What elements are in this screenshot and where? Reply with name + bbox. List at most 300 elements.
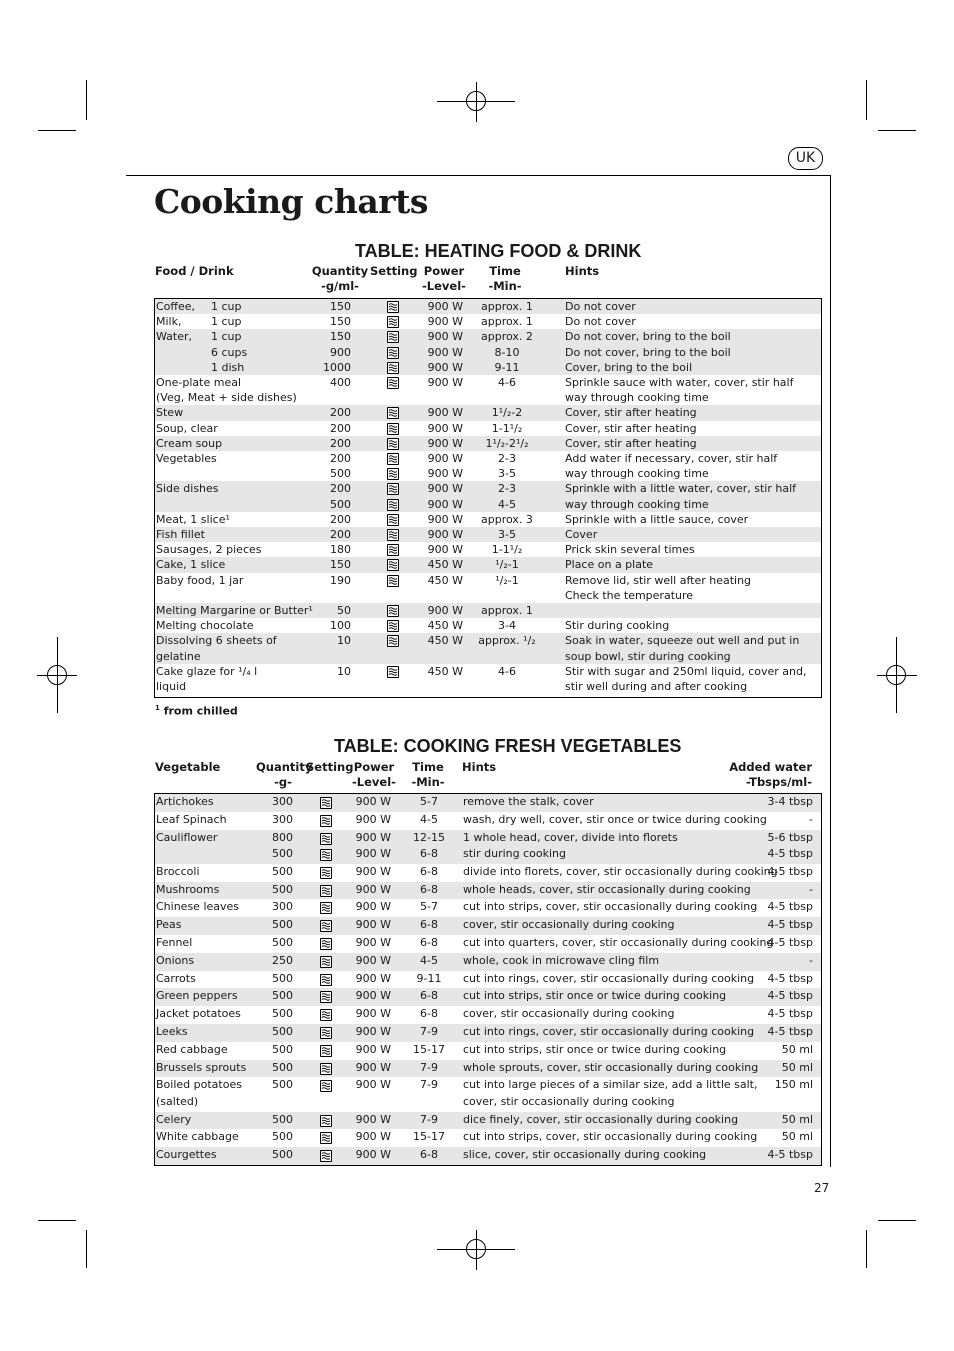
table-row [155,971,821,989]
hint-text: Cover, bring to the boil [565,360,693,374]
table-row [155,1147,821,1165]
page-frame-right [830,175,831,1167]
hint-text: divide into florets, cover, stir occasionally during cooking [463,864,778,878]
microwave-setting-icon [387,407,399,419]
table-row [155,1077,821,1111]
food-name: Melting Margarine or Butter¹ [156,604,313,617]
quantity-value: 500 [272,989,293,1003]
quantity-value: 200 [330,421,351,435]
power-value: 450 W [427,634,463,648]
added-water-value: 4-5 tbsp [767,1148,813,1162]
hint-text: Cover, stir after heating [565,436,697,450]
microwave-setting-icon [320,974,332,986]
microwave-setting-icon [320,833,332,845]
microwave-setting-icon [320,1009,332,1021]
time-value: approx. 1 [481,604,533,617]
quantity-value: 200 [330,436,351,450]
header-setting: Setting [306,760,354,774]
added-water-value: 4-5 tbsp [767,1007,813,1021]
table-row [155,512,821,527]
hint-text: dice finely, cover, stir occasionally during cooking [463,1112,739,1126]
crop-mark [86,80,87,120]
microwave-setting-icon [320,938,332,950]
quantity-value: 800 500 [272,830,293,860]
time-value: approx. 2 [481,330,533,344]
table-row [155,633,821,663]
quantity-value: 150 [330,300,351,313]
hint-text: cut into quarters, cover, stir occasionally during cooking [463,936,774,949]
power-value: 900 W [355,795,391,808]
registration-mark [47,665,67,685]
food-name: Sausages, 2 pieces [156,543,262,557]
table-row [155,375,821,405]
time-value: 3-5 [498,528,516,541]
food-name: Milk, [156,315,182,329]
food-name: Baby food, 1 jar [156,573,244,587]
power-value: 900 W [427,315,463,329]
time-value: 6-8 [420,936,438,949]
table-row [155,917,821,935]
added-water-value: 50 ml [781,1130,813,1144]
page-title: Cooking charts [154,182,428,221]
time-value: 6-8 [420,918,438,932]
added-water-value: 4-5 tbsp [767,864,813,878]
vegetable-name: Jacket potatoes [156,1007,241,1021]
microwave-setting-icon [387,377,399,389]
vegetable-name: Green peppers [156,989,238,1003]
food-name: Cream soup [156,436,223,450]
power-value: 900 W 900 W [427,452,463,481]
time-value: 4-5 [420,812,438,826]
food-name: Coffee, [156,300,196,313]
power-value: 900 W [427,345,463,359]
food-name: Cake, 1 slice [156,558,226,572]
registration-mark [466,1239,486,1259]
time-value: 5-7 [420,900,438,914]
time-value: 1¹/₂-2¹/₂ [485,436,529,450]
crop-mark [866,1230,867,1268]
power-value: 900 W [355,900,391,914]
vegetable-name: Leaf Spinach [156,812,227,826]
hint-text: cover, stir occasionally during cooking [463,1007,675,1021]
added-water-value: 4-5 tbsp [767,971,813,985]
footnote-text: from chilled [163,704,238,718]
table-row [155,794,821,812]
hint-text: cover, stir occasionally during cooking [463,918,675,932]
microwave-setting-icon [320,920,332,932]
vegetable-name: Red cabbage [156,1042,228,1056]
table-row [155,988,821,1006]
footnote [155,704,238,718]
quantity-value: 200 [330,512,351,526]
table-row [155,329,821,344]
microwave-setting-icon [320,815,332,827]
time-value: 7-9 [420,1025,438,1038]
quantity-value: 250 [272,953,293,967]
header-time: Time -Min- [488,264,522,293]
hint-text: cut into strips, cover, stir occasionally during cooking [463,1130,758,1144]
power-value: 900 W [355,1148,391,1162]
table-row [155,953,821,971]
hint-text: Remove lid, stir well after heating Check the temperature [565,573,752,602]
table-row [155,314,821,329]
time-value: 4-5 [420,953,438,967]
added-water-value: 50 ml [781,1042,813,1056]
hint-text: cut into large pieces of a similar size, add a little salt, cover, stir occasionally during cooking [463,1078,758,1108]
header-power: Power -Level- [422,264,466,293]
hint-text: Soak in water, squeeze out well and put in soup bowl, stir during cooking [565,634,800,663]
time-value: 2-3 4-5 [498,482,516,511]
table-row [155,421,821,436]
power-value: 900 W [355,1007,391,1021]
food-name: Stew [156,406,184,420]
power-value: 900 W [427,528,463,541]
heating-table [154,298,822,698]
footnote-mark: 1 [155,704,160,712]
added-water-value: 4-5 tbsp [767,989,813,1003]
hint-text: Stir with sugar and 250ml liquid, cover and, stir well during and after cooking [565,664,807,693]
microwave-setting-icon [320,1063,332,1075]
hint-text: Cover, stir after heating [565,406,697,420]
added-water-value: 5-6 tbsp 4-5 tbsp [767,830,813,860]
hint-text: cut into rings, cover, stir occasionally during cooking [463,1025,755,1038]
quantity-value: 300 [272,812,293,826]
power-value: 900 W [355,1042,391,1056]
food-name: Melting chocolate [156,619,254,633]
microwave-setting-icon [387,362,399,374]
food-name: Vegetables [156,452,217,465]
microwave-setting-icon [387,575,399,587]
quantity-value: 200 500 [330,452,351,481]
power-value: 900 W [355,918,391,932]
microwave-setting-icon [320,902,332,914]
food-name: Side dishes [156,482,219,496]
food-name: One-plate meal (Veg, Meat + side dishes) [156,376,297,405]
table-row [155,360,821,375]
hint-text: Sprinkle with a little sauce, cover [565,512,749,526]
quantity-value: 50 [337,604,351,617]
power-value: 900 W [355,936,391,949]
added-water-value: - [809,953,813,967]
quantity-value: 400 [330,376,351,389]
time-value: 15-17 [413,1042,445,1056]
vegetable-name: Carrots [156,971,196,985]
quantity-value: 500 [272,1112,293,1126]
quantity-value: 500 [272,918,293,932]
time-value: ¹/₂-1 [495,558,519,572]
quantity-value: 500 [272,864,293,878]
microwave-setting-icon [387,529,399,541]
power-value: 900 W [427,300,463,313]
power-value: 450 W [427,664,463,678]
table-row [155,882,821,900]
time-value: 7-9 [420,1112,438,1126]
hint-text: Sprinkle sauce with water, cover, stir half way through cooking time [565,376,794,405]
time-value: 6-8 [420,1148,438,1162]
power-value: 450 W [427,573,463,587]
power-value: 900 W [355,1130,391,1144]
time-value: approx. 3 [481,512,533,526]
crop-mark [86,1230,87,1268]
added-water-value: - [809,882,813,896]
table-row [155,345,821,360]
food-portion: 1 cup [211,315,242,329]
table-row [155,1129,821,1147]
microwave-setting-icon [320,956,332,968]
hint-text: whole, cook in microwave cling film [463,953,660,967]
microwave-setting-icon [320,1045,332,1057]
time-value: 9-11 [416,971,442,985]
time-value: 4-6 [498,376,516,389]
food-name: Water, [156,330,193,344]
time-value: 3-4 [498,619,516,633]
added-water-value: 150 ml [774,1078,813,1092]
microwave-setting-icon [387,514,399,526]
microwave-setting-icon [320,849,332,861]
microwave-setting-icon [320,797,332,809]
power-value: 900 W [355,971,391,985]
quantity-value: 500 [272,936,293,949]
hint-text: Cover [565,528,598,541]
added-water-value: 50 ml [781,1112,813,1126]
hint-text: whole sprouts, cover, stir occasionally during cooking [463,1060,759,1074]
microwave-setting-icon [320,1080,332,1092]
time-value: 6-8 [420,1007,438,1021]
vegetable-name: Mushrooms [156,882,220,896]
quantity-value: 500 [272,1025,293,1038]
power-value: 900 W [355,989,391,1003]
hint-text: Sprinkle with a little water, cover, stir half way through cooking time [565,482,796,511]
food-portion: 1 cup [211,300,242,313]
food-portion: 1 cup [211,330,242,344]
vegetable-name: Fennel [156,936,193,949]
header-hints: Hints [462,760,497,774]
microwave-setting-icon [320,991,332,1003]
time-value: 8-10 [494,345,520,359]
table-row [155,527,821,542]
hint-text: cut into strips, stir once or twice during cooking [463,1042,727,1056]
power-value: 900 W [427,360,463,374]
quantity-value: 900 [330,345,351,359]
time-value: 1¹/₂-2 [491,406,523,420]
power-value: 900 W [427,436,463,450]
vegetables-table [154,793,822,1166]
quantity-value: 200 [330,528,351,541]
header-power: Power -Level- [352,760,396,789]
food-name: Cake glaze for ¹/₄ l liquid [156,664,258,693]
food-portion: 1 dish [211,360,245,374]
vegetable-name: White cabbage [156,1130,239,1144]
power-value: 900 W [355,882,391,896]
vegetable-name: Artichokes [156,795,214,808]
time-value: approx. 1 [481,300,533,313]
food-portion: 6 cups [211,345,248,359]
microwave-setting-icon [387,544,399,556]
table-row [155,1060,821,1078]
hint-text: Place on a plate [565,558,654,572]
microwave-setting-icon [387,620,399,632]
quantity-value: 10 [337,664,351,678]
power-value: 900 W [427,421,463,435]
quantity-value: 1000 [323,360,351,374]
hint-text: Do not cover [565,315,636,329]
power-value: 900 W [355,864,391,878]
time-value: 6-8 [420,864,438,878]
added-water-value: 3-4 tbsp [767,795,813,808]
quantity-value: 190 [330,573,351,587]
food-name: Soup, clear [156,421,218,435]
quantity-value: 200 [330,406,351,420]
table-row [155,405,821,420]
quantity-value: 500 [272,1060,293,1074]
table-row [155,451,821,481]
added-water-value: 4-5 tbsp [767,918,813,932]
time-value: 9-11 [494,360,520,374]
microwave-setting-icon [387,331,399,343]
crop-mark [878,130,916,131]
table-row [155,864,821,882]
quantity-value: 180 [330,543,351,557]
time-value: 1-1¹/₂ [491,543,523,557]
table-row [155,481,821,511]
hint-text: Do not cover, bring to the boil [565,345,731,359]
time-value: 15-17 [413,1130,445,1144]
power-value: 900 W 900 W [427,482,463,511]
power-value: 900 W [427,604,463,617]
table-row [155,664,821,694]
microwave-setting-icon [320,1027,332,1039]
table-row [155,830,821,864]
microwave-setting-icon [320,1115,332,1127]
food-name: Fish fillet [156,528,205,541]
vegetable-name: Brussels sprouts [156,1060,247,1074]
table-row [155,812,821,830]
quantity-value: 500 [272,1007,293,1021]
table-row [155,436,821,451]
power-value: 900 W [427,406,463,420]
quantity-value: 500 [272,1130,293,1144]
microwave-setting-icon [387,635,399,647]
table-row [155,899,821,917]
vegetable-name: Chinese leaves [156,900,240,914]
quantity-value: 10 [337,634,351,648]
table2-title: TABLE: COOKING FRESH VEGETABLES [334,736,682,756]
added-water-value: 4-5 tbsp [767,936,813,949]
crop-mark [866,80,867,120]
registration-mark [886,665,906,685]
header-added-water: Added water -Tbsps/ml- [729,760,812,789]
power-value: 900 W [355,1112,391,1126]
hint-text: slice, cover, stir occasionally during cooking [463,1148,707,1162]
added-water-value: 4-5 tbsp [767,1025,813,1038]
header-vegetable: Vegetable [155,760,221,774]
power-value: 900 W 900 W [355,830,391,860]
hint-text: whole heads, cover, stir occasionally during cooking [463,882,751,896]
table-row [155,299,821,314]
power-value: 450 W [427,558,463,572]
quantity-value: 300 [272,900,293,914]
table-row [155,557,821,572]
hint-text: wash, dry well, cover, stir once or twice during cooking [463,812,767,826]
microwave-setting-icon [387,483,399,495]
power-value: 900 W [427,376,463,389]
microwave-setting-icon [387,347,399,359]
header-time: Time -Min- [411,760,445,789]
food-name: Meat, 1 slice¹ [156,512,230,526]
power-value: 900 W [427,330,463,344]
hint-text: Cover, stir after heating [565,421,697,435]
added-water-value: 50 ml [781,1060,813,1074]
time-value: 4-6 [498,664,516,678]
microwave-setting-icon [387,499,399,511]
hint-text: Add water if necessary, cover, stir half way through cooking time [565,452,778,481]
time-value: approx. ¹/₂ [478,634,536,648]
vegetable-name: Peas [156,918,182,932]
microwave-setting-icon [387,605,399,617]
vegetable-name: Boiled potatoes (salted) [156,1078,242,1108]
time-value: 6-8 [420,989,438,1003]
quantity-value: 150 [330,315,351,329]
page-frame-top [126,175,831,176]
food-name: Dissolving 6 sheets of gelatine [156,634,277,663]
table1-title: TABLE: HEATING FOOD & DRINK [355,241,642,261]
power-value: 900 W [355,953,391,967]
time-value: approx. 1 [481,315,533,329]
time-value: 7-9 [420,1078,438,1092]
header-setting: Setting [370,264,418,278]
power-value: 900 W [355,1078,391,1092]
hint-text: remove the stalk, cover [463,795,594,808]
time-value: 12-15 6-8 [413,830,445,860]
added-water-value: 4-5 tbsp [767,900,813,914]
hint-text: cut into strips, stir once or twice during cooking [463,989,727,1003]
microwave-setting-icon [387,316,399,328]
quantity-value: 150 [330,330,351,344]
vegetable-name: Courgettes [156,1148,217,1162]
table-row [155,1006,821,1024]
microwave-setting-icon [320,1150,332,1162]
hint-text: Stir during cooking [565,619,670,633]
time-value: ¹/₂-1 [495,573,519,587]
time-value: 2-3 3-5 [498,452,516,481]
table-row [155,573,821,603]
microwave-setting-icon [387,468,399,480]
table-row [155,618,821,633]
table-row [155,935,821,953]
vegetable-name: Cauliflower [156,830,218,844]
time-value: 5-7 [420,795,438,808]
crop-mark [38,1220,76,1221]
added-water-value: - [809,812,813,826]
microwave-setting-icon [320,867,332,879]
quantity-value: 500 [272,971,293,985]
quantity-value: 500 [272,1078,293,1092]
microwave-setting-icon [387,438,399,450]
quantity-value: 100 [330,619,351,633]
quantity-value: 500 [272,882,293,896]
header-hints: Hints [565,264,600,278]
hint-text: Do not cover [565,300,636,313]
hint-text: 1 whole head, cover, divide into florets stir during cooking [463,830,678,860]
time-value: 6-8 [420,882,438,896]
quantity-value: 500 [272,1042,293,1056]
hint-text: Do not cover, bring to the boil [565,330,731,344]
registration-mark [466,91,486,111]
vegetable-name: Onions [156,953,195,967]
header-quantity: Quantity -g- [256,760,313,789]
language-badge: UK [788,147,823,170]
microwave-setting-icon [387,423,399,435]
